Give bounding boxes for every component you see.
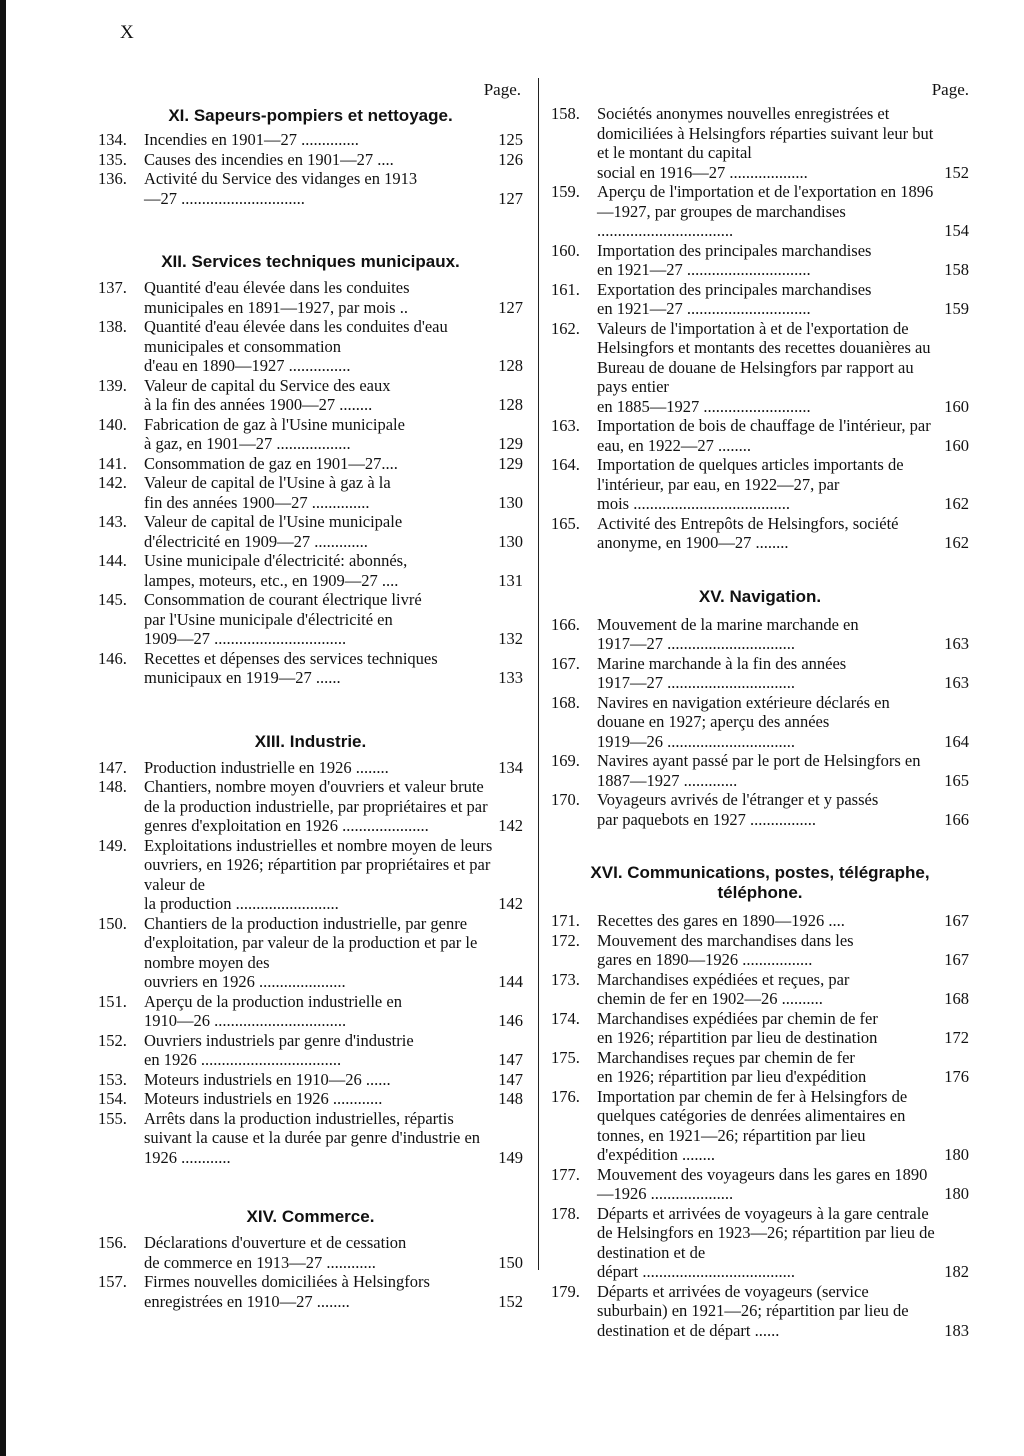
entry-body xyxy=(144,992,523,1031)
entry-number: 136. xyxy=(98,169,127,188)
entry-title: Quantité d'eau élevée dans les conduites municipales en 1891—1927, par mois .. xyxy=(144,278,410,317)
toc-entry xyxy=(98,551,523,590)
toc-entry xyxy=(551,1087,969,1165)
toc-entry xyxy=(551,654,969,693)
entry-body xyxy=(597,1009,969,1048)
entry-title: Navires ayant passé par le port de Helsingfors en 1887—1927 ............. xyxy=(597,751,921,790)
entry-body xyxy=(144,777,523,836)
toc-entry xyxy=(551,104,969,182)
entry-number: 156. xyxy=(98,1233,127,1252)
entry-body xyxy=(597,1204,969,1282)
entry-page: 129 xyxy=(498,434,523,453)
entry-number: 160. xyxy=(551,240,580,260)
toc-entry xyxy=(98,1070,523,1090)
entry-title: Importation de quelques articles importants de l'intérieur, par eau, en 1922—27, par mois ...................................... xyxy=(597,455,904,513)
entry-number: 173. xyxy=(551,969,580,989)
entry-page: 163 xyxy=(944,634,969,653)
toc-entry xyxy=(98,914,523,992)
entry-page: 158 xyxy=(944,260,969,279)
toc-entry xyxy=(98,317,523,376)
toc-entry xyxy=(551,455,969,514)
toc-entry xyxy=(551,1165,969,1204)
entry-page: 127 xyxy=(498,297,523,317)
toc-entry xyxy=(98,777,523,836)
toc-entry xyxy=(551,790,969,829)
entry-number: 146. xyxy=(98,648,127,668)
entry-number: 154. xyxy=(98,1089,127,1108)
left-column xyxy=(98,80,523,1311)
entry-title: Marchandises expédiées par chemin de fer en 1926; répartition par lieu de destination xyxy=(597,1008,878,1047)
entry-body xyxy=(144,169,523,208)
toc-entry xyxy=(551,416,969,455)
entry-body xyxy=(144,278,523,317)
toc-list xyxy=(551,104,969,1340)
entry-page: 146 xyxy=(498,1011,523,1030)
entry-title: Déclarations d'ouverture et de cessation de commerce en 1913—27 ............ xyxy=(144,1233,407,1272)
entry-title: Aperçu de l'importation et de l'exportation en 1896—1927, par groupes de marchandises ................................. xyxy=(597,182,934,240)
entry-body xyxy=(597,751,969,790)
entry-number: 163. xyxy=(551,416,580,435)
entry-number: 135. xyxy=(98,149,127,169)
entry-title: Valeur de capital du Service des eaux à la fin des années 1900—27 ........ xyxy=(144,375,391,414)
entry-page: 162 xyxy=(944,494,969,513)
entry-page: 162 xyxy=(944,533,969,552)
toc-entry xyxy=(551,319,969,417)
entry-number: 134. xyxy=(98,130,127,149)
entry-body xyxy=(597,654,969,693)
entry-title: Ouvriers industriels par genre d'industrie en 1926 .................................. xyxy=(144,1030,414,1069)
entry-page: 164 xyxy=(944,731,969,751)
page-column-header: Page. xyxy=(931,80,969,99)
section-heading: XV. Navigation. xyxy=(698,586,822,606)
toc-entry xyxy=(551,931,969,970)
entry-body xyxy=(597,931,969,970)
entry-page: 142 xyxy=(498,816,523,835)
entry-title: Chantiers, nombre moyen d'ouvriers et valeur brute de la production industrielle, par propriétaires et par genres d'exploitation en 1926 ..................... xyxy=(144,777,488,835)
entry-number: 153. xyxy=(98,1069,127,1089)
entry-page: 182 xyxy=(944,1262,969,1281)
entry-page: 128 xyxy=(498,395,523,414)
entry-title: Consommation de gaz en 1901—27.... xyxy=(144,453,398,473)
entry-number: 150. xyxy=(98,913,127,933)
entry-body xyxy=(144,649,523,688)
entry-title: Importation par chemin de fer à Helsingfors de quelques catégories de denrées alimentaires en tonnes, en 1921—26; répartition par lieu d'expédition ........ xyxy=(597,1086,908,1164)
entry-body xyxy=(597,615,969,654)
entry-body xyxy=(144,1070,523,1090)
entry-page: 152 xyxy=(944,162,969,182)
entry-title: Départs et arrivées de voyageurs (service suburbain) en 1921—26; répartition par lieu de destination et de départ ...... xyxy=(597,1281,909,1340)
entry-number: 175. xyxy=(551,1047,580,1067)
entry-body xyxy=(144,415,523,454)
page-number: X xyxy=(120,22,134,43)
entry-number: 145. xyxy=(98,590,127,609)
entry-number: 167. xyxy=(551,653,580,673)
entry-title: Moteurs industriels en 1910—26 ...... xyxy=(144,1069,391,1089)
entry-page: 125 xyxy=(498,130,523,149)
entry-number: 176. xyxy=(551,1086,580,1106)
entry-number: 147. xyxy=(98,757,127,777)
column-divider xyxy=(538,78,539,1270)
entry-title: Causes des incendies en 1901—27 .... xyxy=(144,149,394,169)
entry-body xyxy=(597,241,969,280)
entry-title: Mouvement des marchandises dans les gares en 1890—1926 ................. xyxy=(597,930,854,969)
entry-page: 142 xyxy=(498,894,523,913)
scan-border xyxy=(0,0,6,1456)
toc-entry xyxy=(98,1272,523,1311)
entry-body xyxy=(144,551,523,590)
entry-page: 152 xyxy=(498,1291,523,1311)
entry-title: Aperçu de la production industrielle en 1910—26 ................................ xyxy=(144,991,402,1030)
entry-page: 154 xyxy=(944,221,969,240)
entry-body xyxy=(144,1031,523,1070)
entry-body xyxy=(597,416,969,455)
toc-entry xyxy=(551,182,969,241)
entry-body xyxy=(144,590,523,649)
entry-page: 126 xyxy=(498,149,523,169)
toc-entry xyxy=(551,970,969,1009)
page-column-header: Page. xyxy=(483,80,521,99)
entry-number: 152. xyxy=(98,1030,127,1050)
entry-number: 169. xyxy=(551,751,580,770)
entry-page: 183 xyxy=(944,1320,969,1340)
entry-title: Voyageurs avrivés de l'étranger et y passés par paquebots en 1927 ................ xyxy=(597,790,879,829)
toc-entry xyxy=(98,1109,523,1168)
toc-entry xyxy=(98,130,523,150)
section-heading: XIII. Industrie. xyxy=(254,731,367,751)
entry-title: Importation de bois de chauffage de l'intérieur, par eau, en 1922—27 ........ xyxy=(597,416,931,455)
toc-entry xyxy=(551,1009,969,1048)
entry-number: 157. xyxy=(98,1272,127,1291)
entry-title: Consommation de courant électrique livré par l'Usine municipale d'électricité en 1909—27 ................................ xyxy=(144,590,422,648)
entry-title: Départs et arrivées de voyageurs à la gare centrale de Helsingfors en 1923—26; répartition par lieu de destination et de départ ..................................... xyxy=(597,1203,935,1281)
toc-entry xyxy=(98,150,523,170)
toc-entry xyxy=(551,514,969,553)
entry-page: 176 xyxy=(944,1067,969,1086)
toc-entry xyxy=(98,376,523,415)
toc-entry xyxy=(98,992,523,1031)
entry-body xyxy=(144,473,523,512)
entry-number: 166. xyxy=(551,614,580,634)
entry-body xyxy=(597,455,969,514)
entry-number: 142. xyxy=(98,473,127,492)
toc-entry xyxy=(98,512,523,551)
entry-page: 149 xyxy=(498,1147,523,1167)
entry-title: Chantiers de la production industrielle, par genre d'exploitation, par valeur de la production et par le nombre moyen des ouvriers en 1926 ..................... xyxy=(144,913,478,991)
toc-entry xyxy=(98,590,523,649)
entry-title: Activité du Service des vidanges en 1913 —27 .............................. xyxy=(144,169,418,208)
entry-title: Valeurs de l'importation à et de l'exportation de Helsingfors et montants des recettes douanières au Bureau de douane de Helsingfors par rapport au pays entier en 1885—1927 .......................... xyxy=(597,318,931,416)
entry-number: 140. xyxy=(98,414,127,434)
entry-number: 171. xyxy=(551,911,580,930)
toc-entry xyxy=(551,1282,969,1341)
entry-body xyxy=(144,1272,523,1311)
entry-number: 138. xyxy=(98,317,127,336)
entry-title: Exportation des principales marchandises en 1921—27 .............................. xyxy=(597,279,872,318)
toc-entry xyxy=(551,693,969,752)
entry-title: Valeur de capital de l'Usine à gaz à la fin des années 1900—27 .............. xyxy=(144,473,391,512)
entry-number: 172. xyxy=(551,930,580,950)
entry-title: Exploitations industrielles et nombre moyen de leurs ouvriers, en 1926; répartition par propriétaires et par valeur de la production ......................... xyxy=(144,835,493,913)
section-heading: XII. Services techniques municipaux. xyxy=(161,252,460,271)
entry-body xyxy=(597,1048,969,1087)
entry-title: Incendies en 1901—27 .............. xyxy=(144,130,359,149)
toc-entry xyxy=(98,1233,523,1272)
entry-page: 167 xyxy=(944,950,969,969)
entry-body xyxy=(597,1282,969,1341)
entry-title: Navires en navigation extérieure déclarés en douane en 1927; aperçu des années 1919—26 ............................... xyxy=(597,692,890,751)
entry-page: 144 xyxy=(498,972,523,991)
entry-title: Fabrication de gaz à l'Usine municipale à gaz, en 1901—27 .................. xyxy=(144,414,405,453)
toc-entry xyxy=(551,751,969,790)
entry-body xyxy=(144,1109,523,1168)
entry-title: Marchandises reçues par chemin de fer en 1926; répartition par lieu d'expédition xyxy=(597,1047,867,1086)
right-column xyxy=(551,80,969,1340)
entry-body xyxy=(144,376,523,415)
entry-title: Recettes et dépenses des services techniques municipaux en 1919—27 ...... xyxy=(144,648,438,687)
entry-title: Recettes des gares en 1890—1926 .... xyxy=(597,911,845,930)
entry-body xyxy=(597,1165,969,1204)
section-heading: XI. Sapeurs-pompiers et nettoyage. xyxy=(168,106,453,125)
entry-page: 167 xyxy=(944,911,969,930)
entry-number: 170. xyxy=(551,790,580,809)
entry-body xyxy=(597,790,969,829)
entry-page: 130 xyxy=(498,531,523,551)
toc-entry xyxy=(98,649,523,688)
entry-body xyxy=(144,1089,523,1109)
entry-page: 180 xyxy=(944,1145,969,1164)
entry-number: 158. xyxy=(551,104,580,123)
entry-page: 160 xyxy=(944,396,969,416)
entry-page: 132 xyxy=(498,629,523,648)
entry-body xyxy=(144,758,523,778)
entry-page: 168 xyxy=(944,989,969,1008)
entry-body xyxy=(144,150,523,170)
toc-entry xyxy=(551,241,969,280)
toc-entry xyxy=(98,169,523,208)
entry-page: 147 xyxy=(498,1050,523,1069)
toc-entry xyxy=(551,1048,969,1087)
entry-number: 165. xyxy=(551,513,580,533)
entry-title: Arrêts dans la production industrielles, répartis suivant la cause et la durée par genre d'industrie en 1926 ............ xyxy=(144,1108,481,1167)
entry-page: 148 xyxy=(498,1089,523,1108)
toc-entry xyxy=(98,473,523,512)
entry-page: 134 xyxy=(498,757,523,777)
entry-page: 165 xyxy=(944,770,969,790)
entry-number: 137. xyxy=(98,278,127,297)
entry-body xyxy=(597,693,969,752)
entry-body xyxy=(144,836,523,914)
entry-number: 159. xyxy=(551,182,580,201)
entry-body xyxy=(144,914,523,992)
toc-entry xyxy=(98,758,523,778)
entry-number: 168. xyxy=(551,692,580,712)
entry-title: Moteurs industriels en 1926 ............ xyxy=(144,1089,383,1108)
entry-page: 172 xyxy=(944,1028,969,1047)
entry-title: Usine municipale d'électricité: abonnés, lampes, moteurs, etc., en 1909—27 .... xyxy=(144,551,408,590)
entry-page: 180 xyxy=(944,1184,969,1203)
entry-page: 133 xyxy=(498,668,523,687)
entry-title: Importation des principales marchandises en 1921—27 .............................. xyxy=(597,240,872,279)
entry-page: 128 xyxy=(498,356,523,375)
entry-page: 150 xyxy=(498,1252,523,1272)
entry-body xyxy=(144,1233,523,1272)
toc-entry xyxy=(98,1089,523,1109)
entry-title: Marchandises expédiées et reçues, par chemin de fer en 1902—26 .......... xyxy=(597,969,850,1008)
entry-number: 174. xyxy=(551,1008,580,1028)
entry-title: Marine marchande à la fin des années 1917—27 ............................... xyxy=(597,653,847,692)
toc-list xyxy=(98,106,523,1311)
entry-title: Valeur de capital de l'Usine municipale d'électricité en 1909—27 ............. xyxy=(144,512,403,551)
toc-entry xyxy=(551,280,969,319)
entry-number: 155. xyxy=(98,1108,127,1128)
entry-title: Firmes nouvelles domiciliées à Helsingfors enregistrées en 1910—27 ........ xyxy=(144,1272,430,1311)
entry-body xyxy=(597,104,969,182)
entry-page: 130 xyxy=(498,492,523,512)
entry-number: 164. xyxy=(551,455,580,474)
entry-title: Quantité d'eau élevée dans les conduites d'eau municipales et consommation d'eau en 1890—1927 ............... xyxy=(144,317,448,375)
entry-body xyxy=(144,317,523,376)
entry-number: 162. xyxy=(551,318,580,338)
entry-number: 161. xyxy=(551,279,580,299)
toc-entry xyxy=(98,1031,523,1070)
entry-page: 160 xyxy=(944,435,969,455)
entry-body xyxy=(597,182,969,241)
entry-number: 151. xyxy=(98,991,127,1011)
entry-body xyxy=(597,319,969,417)
entry-number: 144. xyxy=(98,551,127,570)
entry-number: 178. xyxy=(551,1203,580,1223)
entry-page: 127 xyxy=(498,188,523,208)
entry-page: 131 xyxy=(498,570,523,590)
entry-number: 177. xyxy=(551,1164,580,1184)
entry-page: 163 xyxy=(944,673,969,692)
toc-entry xyxy=(98,454,523,474)
entry-page: 159 xyxy=(944,299,969,318)
entry-number: 141. xyxy=(98,453,127,473)
entry-body xyxy=(597,280,969,319)
entry-body xyxy=(597,514,969,553)
section-heading: XVI. Communications, postes, télégraphe, téléphone. xyxy=(590,863,930,902)
entry-number: 179. xyxy=(551,1281,580,1301)
entry-title: Mouvement des voyageurs dans les gares en 1890—1926 .................... xyxy=(597,1164,928,1203)
entry-body xyxy=(597,911,969,931)
entry-body xyxy=(144,454,523,474)
entry-page: 166 xyxy=(944,809,969,829)
entry-title: Mouvement de la marine marchande en 1917—27 ............................... xyxy=(597,614,859,653)
section-heading: XIV. Commerce. xyxy=(246,1207,375,1226)
entry-number: 139. xyxy=(98,375,127,395)
toc-entry xyxy=(551,615,969,654)
entry-page: 129 xyxy=(498,453,523,473)
entry-number: 148. xyxy=(98,777,127,796)
toc-entry xyxy=(98,415,523,454)
entry-title: Activité des Entrepôts de Helsingfors, société anonyme, en 1900—27 ........ xyxy=(597,513,899,552)
entry-body xyxy=(144,130,523,150)
entry-body xyxy=(597,970,969,1009)
entry-title: Production industrielle en 1926 ........ xyxy=(144,757,389,777)
toc-entry xyxy=(98,278,523,317)
entry-body xyxy=(144,512,523,551)
entry-number: 149. xyxy=(98,835,127,855)
entry-title: Sociétés anonymes nouvelles enregistrées et domiciliées à Helsingfors réparties suivant leur but et le montant du capital social en 1916—27 ................... xyxy=(597,104,934,182)
entry-body xyxy=(597,1087,969,1165)
toc-entry xyxy=(551,911,969,931)
entry-page: 147 xyxy=(498,1069,523,1089)
toc-entry xyxy=(98,836,523,914)
entry-number: 143. xyxy=(98,512,127,531)
toc-entry xyxy=(551,1204,969,1282)
